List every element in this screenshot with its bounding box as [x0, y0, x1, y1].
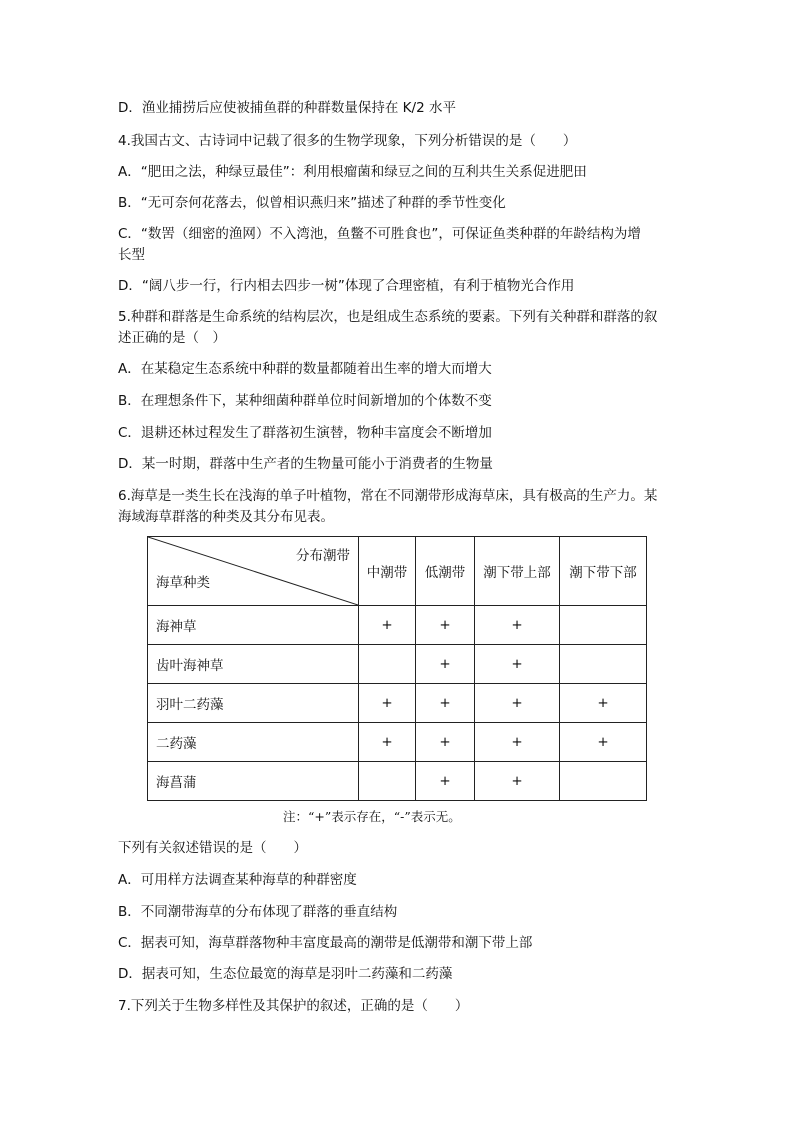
q6-option-a: A．可用样方法调查某种海草的种群密度 — [118, 872, 357, 888]
q4-stem: 4.我国古文、古诗词中记载了很多的生物学现象，下列分析错误的是（ ） — [118, 133, 577, 149]
q4-option-b: B．“无可奈何花落去，似曾相识燕归来”描述了种群的季节性变化 — [118, 195, 506, 211]
table-cell: + — [475, 645, 560, 684]
table-cell: + — [475, 606, 560, 645]
table-header-row — [148, 537, 647, 606]
table-cell: + — [359, 723, 416, 762]
q4-option-d: D．“阔八步一行，行内相去四步一树”体现了合理密植，有利于植物光合作用 — [118, 278, 575, 294]
q6-option-d: D．据表可知，生态位最宽的海草是羽叶二药藻和二药藻 — [118, 966, 453, 982]
table-cell — [560, 762, 647, 801]
table-row — [148, 762, 647, 801]
species-name: 海菖蒲 — [148, 762, 359, 801]
corner-label-tidal-zone: 分布潮带 — [296, 548, 350, 564]
q6-option-c: C．据表可知，海草群落物种丰富度最高的潮带是低潮带和潮下带上部 — [118, 935, 533, 951]
q5-option-b: B．在理想条件下，某种细菌种群单位时间新增加的个体数不变 — [118, 393, 492, 409]
q5-stem-line1: 5.种群和群落是生命系统的结构层次，也是组成生态系统的要素。下列有关种群和群落的叙 — [118, 309, 658, 325]
species-name: 羽叶二药藻 — [148, 684, 359, 723]
species-name: 二药藻 — [148, 723, 359, 762]
q3-option-d: D．渔业捕捞后应使被捕鱼群的种群数量保持在 K/2 水平 — [118, 100, 456, 116]
q4-option-a: A．“肥田之法，种绿豆最佳”：利用根瘤菌和绿豆之间的互利共生关系促进肥田 — [118, 164, 587, 180]
species-name: 海神草 — [148, 606, 359, 645]
q4-option-c-line2: 长型 — [118, 247, 145, 263]
table-cell — [359, 645, 416, 684]
table-row — [148, 684, 647, 723]
column-header: 中潮带 — [359, 537, 416, 606]
table-cell: + — [560, 723, 647, 762]
table-cell — [560, 645, 647, 684]
table-note: 注：“+”表示存在，“-”表示无。 — [283, 809, 461, 824]
table-cell: + — [416, 645, 475, 684]
seagrass-distribution-table — [147, 536, 647, 801]
table-cell: + — [475, 684, 560, 723]
q6-stem-line1: 6.海草是一类生长在浅海的单子叶植物，常在不同潮带形成海草床，具有极高的生产力。某 — [118, 488, 658, 504]
table-cell: + — [416, 723, 475, 762]
table-cell — [359, 762, 416, 801]
table-cell: + — [560, 684, 647, 723]
table-cell — [560, 606, 647, 645]
table-row — [148, 606, 647, 645]
table-cell: + — [416, 684, 475, 723]
column-header: 低潮带 — [416, 537, 475, 606]
q4-option-c-line1: C．“数罟（细密的渔网）不入湾池，鱼鳖不可胜食也”，可保证鱼类种群的年龄结构为增 — [118, 226, 641, 242]
table-cell: + — [475, 723, 560, 762]
species-name: 齿叶海神草 — [148, 645, 359, 684]
q5-option-a: A．在某稳定生态系统中种群的数量都随着出生率的增大而增大 — [118, 361, 492, 377]
table-cell: + — [416, 762, 475, 801]
table-row — [148, 645, 647, 684]
q5-stem-line2: 述正确的是（ ） — [118, 330, 226, 346]
table-cell: + — [359, 606, 416, 645]
column-header: 潮下带上部 — [475, 537, 560, 606]
table-cell: + — [475, 762, 560, 801]
corner-label-seagrass-species: 海草种类 — [156, 575, 210, 591]
q6-option-b: B．不同潮带海草的分布体现了群落的垂直结构 — [118, 904, 398, 920]
table-row — [148, 723, 647, 762]
table-cell: + — [416, 606, 475, 645]
q6-stem-line2: 海域海草群落的种类及其分布见表。 — [118, 509, 334, 525]
column-header: 潮下带下部 — [560, 537, 647, 606]
q5-option-c: C．退耕还林过程发生了群落初生演替，物种丰富度会不断增加 — [118, 425, 492, 441]
table-cell: + — [359, 684, 416, 723]
q7-stem: 7.下列关于生物多样性及其保护的叙述，正确的是（ ） — [118, 998, 469, 1014]
table-corner-cell — [148, 537, 359, 606]
q6-question: 下列有关叙述错误的是（ ） — [118, 840, 307, 856]
q5-option-d: D．某一时期，群落中生产者的生物量可能小于消费者的生物量 — [118, 456, 493, 472]
